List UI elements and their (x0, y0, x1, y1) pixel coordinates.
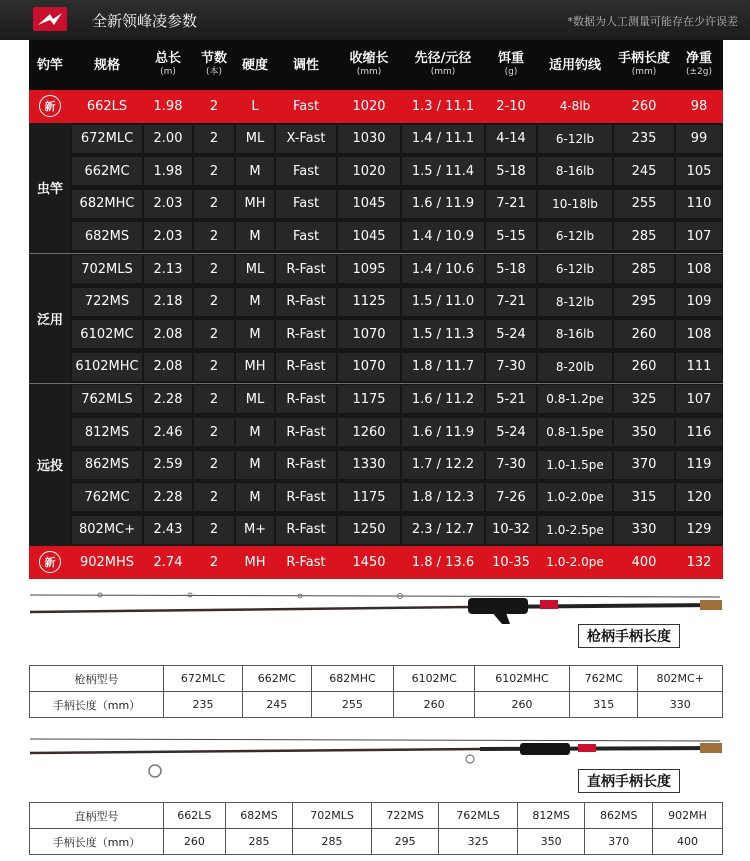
spec-cell: R-Fast (286, 554, 326, 570)
handle-cell: 285 (225, 829, 293, 855)
spec-cell: 0.8-1.5pe (538, 418, 612, 446)
spec-cell: 682MHC (72, 190, 142, 218)
header-label: 钓竿 (36, 57, 63, 73)
category-label: 虫竿 (29, 123, 71, 253)
header-unit: (本) (205, 67, 223, 77)
handle-cell: 370 (585, 829, 653, 855)
spec-row (29, 188, 723, 221)
spec-row (29, 383, 723, 416)
spec-cell: R-Fast (276, 418, 336, 446)
spec-cell: 2-10 (496, 98, 526, 114)
spec-cell: 1.98 (153, 98, 183, 114)
header-unit: (mm) (631, 67, 657, 77)
spec-row (29, 90, 723, 123)
casting-handle-table (29, 665, 723, 718)
spec-row (29, 220, 723, 253)
spinning-handle-label: 直柄手柄长度 (578, 769, 680, 793)
handle-cell: 235 (164, 692, 243, 718)
header-label: 收缩长 (349, 51, 389, 66)
spec-cell: ML (236, 255, 274, 283)
spec-cell: 662MC (72, 157, 142, 185)
handle-cell: 762MC (570, 666, 638, 692)
spec-cell: 762MC (72, 483, 142, 511)
spec-cell: 1.4 / 11.1 (402, 125, 484, 153)
header-label: 净重 (685, 51, 712, 66)
spec-cell: 2 (194, 385, 234, 413)
spec-cell: 5-18 (486, 157, 536, 185)
handle-cell: 260 (474, 692, 569, 718)
spec-cell: M+ (236, 516, 274, 544)
spec-cell: 6-12lb (538, 255, 612, 283)
spec-cell: 4-8lb (559, 99, 591, 113)
spec-cell: 1.4 / 10.9 (402, 222, 484, 250)
spec-cell: 295 (614, 288, 674, 316)
spec-cell: 1045 (338, 190, 400, 218)
spec-cell: 105 (676, 157, 722, 185)
spec-cell: Fast (276, 157, 336, 185)
handle-cell: 260 (394, 692, 475, 718)
spec-cell: 1030 (338, 125, 400, 153)
spec-cell: 235 (614, 125, 674, 153)
spec-cell: 7-21 (486, 190, 536, 218)
spec-cell: 1095 (338, 255, 400, 283)
header-col-model (71, 40, 143, 90)
spec-cell: 1330 (338, 451, 400, 479)
spec-cell: 260 (614, 353, 674, 381)
spec-cell: ML (236, 385, 274, 413)
handle-row-label: 手柄长度（mm） (30, 829, 164, 855)
spec-cell: 5-15 (486, 222, 536, 250)
spec-cell: 2.28 (144, 483, 192, 511)
handle-cell: 662LS (164, 803, 226, 829)
spec-cell: 902MHS (79, 554, 135, 570)
category-label: 远投 (29, 383, 71, 546)
spec-cell: 1.5 / 11.0 (402, 288, 484, 316)
handle-cell: 802MC+ (638, 666, 723, 692)
spec-cell: 2 (194, 255, 234, 283)
spec-cell: 2.28 (144, 385, 192, 413)
handle-cell: 682MHC (311, 666, 394, 692)
spec-cell: 245 (614, 157, 674, 185)
spec-cell: 111 (676, 353, 722, 381)
handle-table-row (30, 666, 723, 692)
spec-cell: R-Fast (276, 255, 336, 283)
spec-cell: 1.0-1.5pe (538, 451, 612, 479)
spec-row (29, 253, 723, 286)
handle-cell: 902MH (653, 803, 723, 829)
spec-cell: 4-14 (486, 125, 536, 153)
spec-cell: 255 (614, 190, 674, 218)
spec-cell: R-Fast (276, 288, 336, 316)
spec-cell: 2.03 (144, 222, 192, 250)
header-label: 手柄长度 (617, 51, 670, 66)
spec-cell: 8-20lb (538, 353, 612, 381)
header-unit: (m) (160, 67, 176, 77)
spec-cell: 0.8-1.2pe (538, 385, 612, 413)
spec-row (29, 286, 723, 319)
spec-cell: 1.6 / 11.9 (402, 418, 484, 446)
spec-cell: 6102MHC (72, 353, 142, 381)
spec-cell: 2.13 (144, 255, 192, 283)
spec-row (29, 318, 723, 351)
spec-row (29, 416, 723, 449)
spec-table (29, 40, 723, 578)
spec-cell: 5-21 (486, 385, 536, 413)
spinning-handle-table (29, 802, 723, 855)
spec-cell: 2 (194, 157, 234, 185)
spec-row (29, 449, 723, 482)
spec-cell: 6-12lb (538, 222, 612, 250)
spec-cell: 7-30 (486, 353, 536, 381)
spec-cell: 682MS (72, 222, 142, 250)
handle-cell: 762MLS (439, 803, 517, 829)
spec-cell: 6102MC (72, 320, 142, 348)
spec-cell: 116 (676, 418, 722, 446)
handle-cell: 350 (517, 829, 585, 855)
spec-cell: X-Fast (276, 125, 336, 153)
spec-cell: 1260 (338, 418, 400, 446)
spec-cell: 2 (194, 288, 234, 316)
casting-handle-label: 枪柄手柄长度 (578, 624, 680, 648)
spec-cell: 99 (676, 125, 722, 153)
spec-cell: 7-21 (486, 288, 536, 316)
handle-cell: 330 (638, 692, 723, 718)
spec-cell: 1.5 / 11.3 (402, 320, 484, 348)
spec-cell: 2 (194, 451, 234, 479)
spec-cell: 762MLS (72, 385, 142, 413)
spec-cell: M (236, 157, 274, 185)
spec-row (29, 481, 723, 514)
spec-cell: 1.0-2.0pe (546, 555, 604, 570)
spec-cell: 2 (194, 418, 234, 446)
spec-cell: 2 (194, 320, 234, 348)
handle-cell: 682MS (225, 803, 293, 829)
header-label: 节数 (200, 51, 227, 66)
brand-logo-icon (33, 7, 67, 31)
header-banner (0, 0, 750, 40)
page-title: 全新领峰凌参数 (92, 12, 198, 30)
spec-cell: 315 (614, 483, 674, 511)
header-col-tip-butt (401, 40, 485, 90)
spec-cell: M (236, 288, 274, 316)
spec-cell: R-Fast (276, 353, 336, 381)
spec-cell: 2.18 (144, 288, 192, 316)
handle-table-row (30, 692, 723, 718)
spec-cell: 10-32 (486, 516, 536, 544)
spec-cell: M (236, 483, 274, 511)
spec-cell: 1.7 / 12.2 (402, 451, 484, 479)
handle-cell: 662MC (243, 666, 311, 692)
spec-cell: 5-24 (486, 418, 536, 446)
spec-cell: 2 (194, 516, 234, 544)
spec-cell: 1070 (338, 320, 400, 348)
spec-cell: MH (236, 190, 274, 218)
header-col-handle-length (613, 40, 675, 90)
spec-cell: R-Fast (276, 320, 336, 348)
header-unit: (±2g) (685, 67, 712, 77)
handle-cell: 325 (439, 829, 517, 855)
spec-cell: 285 (614, 222, 674, 250)
spec-cell: R-Fast (276, 516, 336, 544)
spec-cell: 8-16lb (538, 157, 612, 185)
spec-cell: 1450 (352, 554, 386, 570)
spec-cell: 2.03 (144, 190, 192, 218)
spec-cell: R-Fast (276, 483, 336, 511)
spec-cell: 1.8 / 13.6 (411, 554, 475, 570)
spec-cell: 2 (194, 190, 234, 218)
spec-cell: 260 (614, 320, 674, 348)
spec-cell: 330 (614, 516, 674, 544)
header-col-weight (675, 40, 723, 90)
header-col-length (143, 40, 193, 90)
handle-table-row (30, 829, 723, 855)
handle-cell: 702MLS (293, 803, 371, 829)
handle-row-label: 手柄长度（mm） (30, 692, 164, 718)
spec-cell: 1.6 / 11.2 (402, 385, 484, 413)
handle-cell: 260 (164, 829, 226, 855)
spec-cell: 862MS (72, 451, 142, 479)
header-col-sections (193, 40, 235, 90)
header-unit: (mm) (356, 67, 382, 77)
spec-cell: 108 (676, 255, 722, 283)
spec-cell: M (236, 320, 274, 348)
spec-cell: 132 (686, 554, 712, 570)
spec-cell: R-Fast (276, 385, 336, 413)
handle-cell: 6102MHC (474, 666, 569, 692)
spec-cell: 2.08 (144, 353, 192, 381)
spec-cell: 1.8 / 11.7 (402, 353, 484, 381)
spec-cell: 1.4 / 10.6 (402, 255, 484, 283)
spec-cell: 2 (194, 353, 234, 381)
header-label: 先径/元径 (414, 51, 472, 66)
handle-cell: 862MS (585, 803, 653, 829)
spec-cell: 8-16lb (538, 320, 612, 348)
spec-cell: 702MLS (72, 255, 142, 283)
header-label: 硬度 (241, 57, 268, 73)
spec-cell: 285 (614, 255, 674, 283)
measurement-note: *数据为人工测量可能存在少许误差 (567, 15, 738, 28)
spec-cell: 672MLC (72, 125, 142, 153)
spec-row (29, 351, 723, 384)
spec-cell: 107 (676, 222, 722, 250)
header-col-line (537, 40, 613, 90)
spec-cell: 662LS (86, 98, 128, 114)
new-badge: 新 (39, 551, 61, 573)
spec-cell: 1.5 / 11.4 (402, 157, 484, 185)
header-col-action (275, 40, 337, 90)
spec-cell: 119 (676, 451, 722, 479)
spec-cell: 107 (676, 385, 722, 413)
new-badge: 新 (39, 95, 61, 117)
handle-cell: 812MS (517, 803, 585, 829)
spec-cell: 2.00 (144, 125, 192, 153)
category-label: 泛用 (29, 253, 71, 383)
spec-cell: MH (236, 353, 274, 381)
spec-cell: MH (244, 554, 266, 570)
spec-cell: 2.46 (144, 418, 192, 446)
spec-row (29, 155, 723, 188)
spec-cell: 7-26 (486, 483, 536, 511)
spec-row (29, 514, 723, 547)
spec-cell: 10-18lb (538, 190, 612, 218)
header-label: 总长 (154, 51, 181, 66)
spec-cell: 350 (614, 418, 674, 446)
spec-cell: 2 (194, 125, 234, 153)
spec-cell: M (236, 222, 274, 250)
handle-cell: 295 (371, 829, 439, 855)
spec-cell: 2 (209, 554, 219, 570)
spec-cell: 8-12lb (538, 288, 612, 316)
spec-cell: 1125 (338, 288, 400, 316)
spec-cell: 1045 (338, 222, 400, 250)
spec-cell: 812MS (72, 418, 142, 446)
spec-cell: 1020 (338, 157, 400, 185)
spec-cell: 400 (631, 554, 657, 570)
spec-cell: 109 (676, 288, 722, 316)
spec-cell: 1.0-2.5pe (538, 516, 612, 544)
spec-row (29, 546, 723, 579)
handle-cell: 285 (293, 829, 371, 855)
spec-cell: 2.3 / 12.7 (402, 516, 484, 544)
handle-cell: 315 (570, 692, 638, 718)
spec-cell: 722MS (72, 288, 142, 316)
spec-cell: 120 (676, 483, 722, 511)
header-label: 调性 (292, 57, 319, 73)
spec-cell: 1.98 (144, 157, 192, 185)
spec-cell: 5-24 (486, 320, 536, 348)
spec-row (29, 123, 723, 156)
header-label: 规格 (93, 57, 120, 73)
handle-cell: 400 (653, 829, 723, 855)
spec-cell: L (251, 98, 259, 114)
header-unit: (mm) (430, 67, 456, 77)
spec-cell: 802MC+ (72, 516, 142, 544)
spec-cell: Fast (276, 222, 336, 250)
spec-cell: 6-12lb (538, 125, 612, 153)
spec-cell: 5-18 (486, 255, 536, 283)
spec-cell: 2.74 (153, 554, 183, 570)
header-col-closed-length (337, 40, 401, 90)
header-label: 饵重 (497, 51, 524, 66)
spec-cell: 1.8 / 12.3 (402, 483, 484, 511)
spec-cell: 1250 (338, 516, 400, 544)
spec-cell: 325 (614, 385, 674, 413)
header-label: 适用钓线 (548, 57, 601, 73)
spec-cell: R-Fast (276, 451, 336, 479)
spec-cell: 2.59 (144, 451, 192, 479)
spec-cell: 1070 (338, 353, 400, 381)
spec-cell: 1175 (338, 385, 400, 413)
spec-table-header (29, 40, 723, 90)
handle-table-row (30, 803, 723, 829)
spec-cell: ML (236, 125, 274, 153)
handle-row-label: 枪柄型号 (30, 666, 164, 692)
header-unit: (g) (504, 67, 518, 77)
spec-cell: 2 (194, 483, 234, 511)
spec-cell: 7-30 (486, 451, 536, 479)
spec-cell: 260 (631, 98, 657, 114)
spec-cell: 10-35 (492, 554, 530, 570)
group-divider (29, 253, 723, 254)
spec-cell: Fast (292, 98, 320, 114)
spec-cell: 1.3 / 11.1 (411, 98, 475, 114)
spec-cell: 1020 (352, 98, 386, 114)
spec-cell: 2.43 (144, 516, 192, 544)
group-divider (29, 383, 723, 384)
spec-cell: M (236, 418, 274, 446)
spec-cell: 2.08 (144, 320, 192, 348)
spec-cell: 370 (614, 451, 674, 479)
header-col-power (235, 40, 275, 90)
handle-row-label: 直柄型号 (30, 803, 164, 829)
spec-cell: 1175 (338, 483, 400, 511)
spec-cell: 129 (676, 516, 722, 544)
spec-cell: 108 (676, 320, 722, 348)
handle-cell: 245 (243, 692, 311, 718)
spec-cell: 2 (209, 98, 219, 114)
spec-cell: 1.6 / 11.9 (402, 190, 484, 218)
handle-cell: 722MS (371, 803, 439, 829)
spec-cell: 2 (194, 222, 234, 250)
spec-cell: 98 (690, 98, 708, 114)
handle-cell: 255 (311, 692, 394, 718)
handle-cell: 6102MC (394, 666, 475, 692)
handle-cell: 672MLC (164, 666, 243, 692)
spec-cell: 1.0-2.0pe (538, 483, 612, 511)
header-col-lure-weight (485, 40, 537, 90)
spec-cell: Fast (276, 190, 336, 218)
spec-cell: 110 (676, 190, 722, 218)
header-col-rod-type (29, 40, 71, 90)
spec-cell: M (236, 451, 274, 479)
